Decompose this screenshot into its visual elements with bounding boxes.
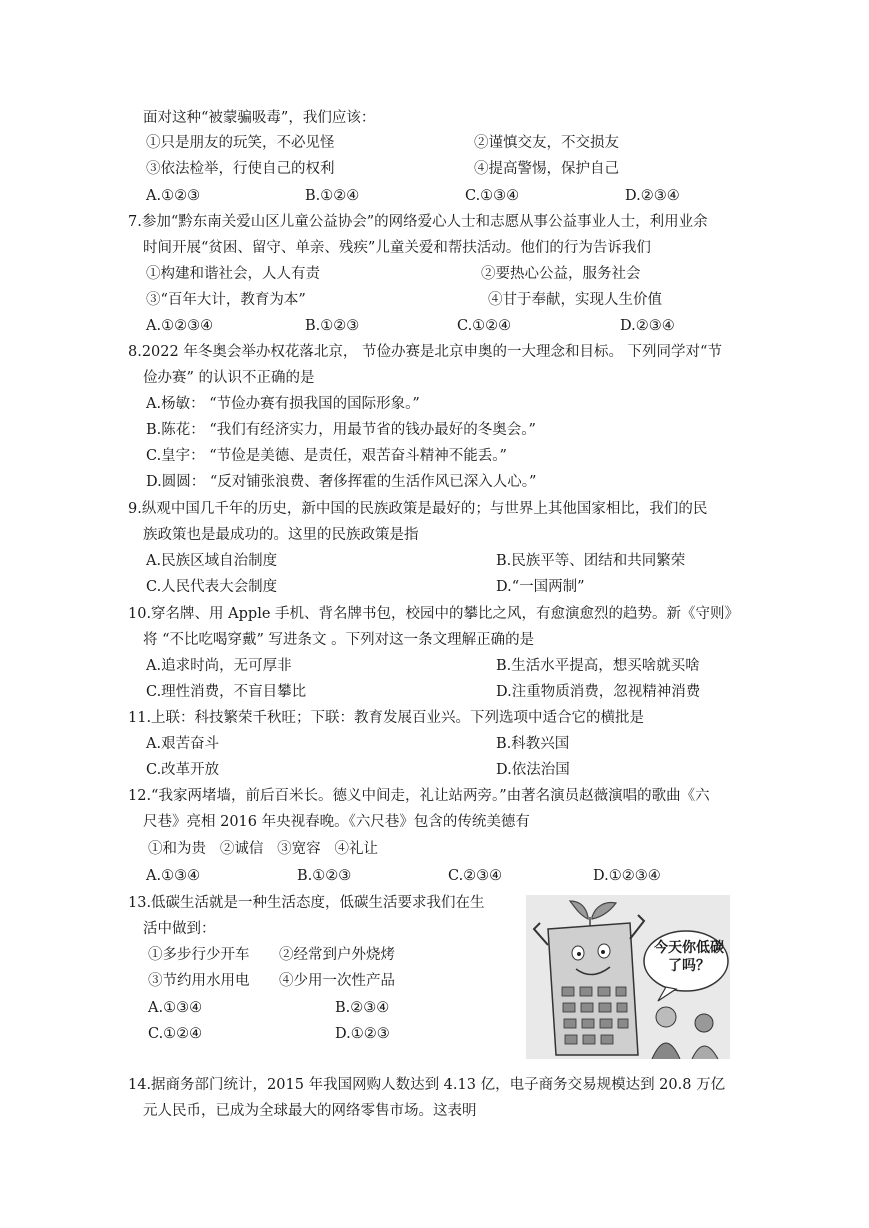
q13-option-2: ②经常到户外烧烤 — [279, 947, 395, 963]
q9-stem-line1: 9.纵观中国几千年的历史，新中国的民族政策是最好的；与世界上其他国家相比，我们的民 — [128, 501, 708, 517]
q7-option-4: ④甘于奉献，实现人生价值 — [488, 292, 662, 308]
q9-choice-d: D.“一国两制” — [496, 579, 585, 595]
q10-choice-b: B.生活水平提高，想买啥就买啥 — [496, 658, 700, 674]
q6-stem-continued: 面对这种“被蒙骗吸毒”，我们应该： — [143, 110, 376, 126]
q7-choice-d: D.②③④ — [620, 318, 675, 334]
q11-choice-b: B.科教兴国 — [496, 736, 570, 752]
q8-stem-line2: 俭办赛” 的认识不正确的是 — [143, 370, 315, 386]
q6-choice-a: A.①②③ — [146, 188, 201, 204]
q11-stem: 11.上联：科技繁荣千秋旺；下联：教育发展百业兴。下列选项中适合它的横批是 — [128, 710, 645, 726]
q13-option-1: ①多步行少开车 — [148, 947, 250, 963]
low-carbon-cartoon — [526, 895, 730, 1059]
q6-choice-b: B.①②④ — [305, 188, 360, 204]
q10-stem-line2: 将 “不比吃喝穿戴” 写进条文 。下列对这一条文理解正确的是 — [143, 632, 535, 648]
q12-options: ①和为贵 ②诚信 ③宽容 ④礼让 — [148, 841, 378, 857]
q9-stem-line2: 族政策也是最成功的。这里的民族政策是指 — [143, 527, 419, 543]
q12-choice-d: D.①②③④ — [593, 868, 661, 884]
q6-option-2: ②谨慎交友，不交损友 — [474, 135, 619, 151]
q7-stem-line2: 时间开展“贫困、留守、单亲、残疾”儿童关爱和帮扶活动。他们的行为告诉我们 — [143, 240, 651, 256]
q7-option-3: ③“百年大计，教育为本” — [146, 292, 306, 308]
q10-stem-line1: 10.穿名牌、用 Apple 手机、背名牌书包，校园中的攀比之风，有愈演愈烈的趋势。新《守则》 — [128, 606, 740, 622]
q7-choice-c: C.①②④ — [457, 318, 512, 334]
q8-choice-b: B.陈花： “我们有经济实力，用最节省的钱办最好的冬奥会。” — [146, 422, 536, 438]
q13-choice-d: D.①②③ — [335, 1026, 390, 1042]
q12-choice-c: C.②③④ — [448, 868, 503, 884]
cartoon-speech-text: 今天你低碳了吗？ — [654, 940, 724, 974]
q13-choice-c: C.①②④ — [148, 1026, 203, 1042]
q11-choice-a: A.艰苦奋斗 — [146, 736, 220, 752]
cartoon-illustration — [526, 895, 730, 1059]
q13-option-4: ④少用一次性产品 — [279, 973, 395, 989]
q7-option-2: ②要热心公益，服务社会 — [481, 266, 641, 282]
q13-stem-line2: 活中做到： — [143, 921, 216, 937]
q14-stem-line2: 元人民币，已成为全球最大的网络零售市场。这表明 — [143, 1103, 477, 1119]
q13-choice-a: A.①③④ — [148, 1000, 203, 1016]
q6-choice-c: C.①③④ — [465, 188, 520, 204]
q12-choice-a: A.①③④ — [146, 868, 201, 884]
q12-stem-line2: 尺巷》亮相 2016 年央视春晚。《六尺巷》包含的传统美德有 — [143, 814, 530, 830]
q9-choice-c: C.人民代表大会制度 — [146, 579, 278, 595]
q12-choice-b: B.①②③ — [297, 868, 352, 884]
q7-choice-b: B.①②③ — [305, 318, 360, 334]
q7-choice-a: A.①②③④ — [146, 318, 214, 334]
q10-choice-c: C.理性消费，不盲目攀比 — [146, 684, 307, 700]
q8-choice-d: D.圆圆： “反对铺张浪费、奢侈挥霍的生活作风已深入人心。” — [146, 474, 537, 490]
q10-choice-d: D.注重物质消费，忽视精神消费 — [496, 684, 701, 700]
q6-option-4: ④提高警惕，保护自己 — [474, 161, 619, 177]
q7-stem-line1: 7.参加“黔东南关爱山区儿童公益协会”的网络爱心人士和志愿从事公益事业人士，利用业余 — [128, 214, 708, 230]
q8-choice-c: C.皇宇： “节俭是美德、是责任，艰苦奋斗精神不能丢。” — [146, 448, 507, 464]
q9-choice-b: B.民族平等、团结和共同繁荣 — [496, 553, 686, 569]
q12-stem-line1: 12.“我家两堵墙，前后百米长。德义中间走，礼让站两旁。”由著名演员赵薇演唱的歌曲《六 — [128, 788, 710, 804]
q6-option-1: ①只是朋友的玩笑，不必见怪 — [146, 135, 335, 151]
q13-choice-b: B.②③④ — [335, 1000, 390, 1016]
q13-stem-line1: 13.低碳生活就是一种生活态度，低碳生活要求我们在生 — [128, 895, 485, 911]
q8-choice-a: A.杨敏： “节俭办赛有损我国的国际形象。” — [146, 396, 420, 412]
q9-choice-a: A.民族区域自治制度 — [146, 553, 278, 569]
q13-option-3: ③节约用水用电 — [148, 973, 250, 989]
q11-choice-d: D.依法治国 — [496, 762, 570, 778]
q11-choice-c: C.改革开放 — [146, 762, 220, 778]
q6-choice-d: D.②③④ — [625, 188, 680, 204]
q6-option-3: ③依法检举，行使自己的权利 — [146, 161, 335, 177]
q7-option-1: ①构建和谐社会，人人有责 — [146, 266, 320, 282]
q10-choice-a: A.追求时尚，无可厚非 — [146, 658, 292, 674]
q8-stem-line1: 8.2022 年冬奥会举办权花落北京， 节俭办赛是北京申奥的一大理念和目标。 下列同学对“节 — [128, 344, 722, 360]
q14-stem-line1: 14.据商务部门统计，2015 年我国网购人数达到 4.13 亿，电子商务交易规模达到 20.8 万亿 — [128, 1077, 726, 1093]
